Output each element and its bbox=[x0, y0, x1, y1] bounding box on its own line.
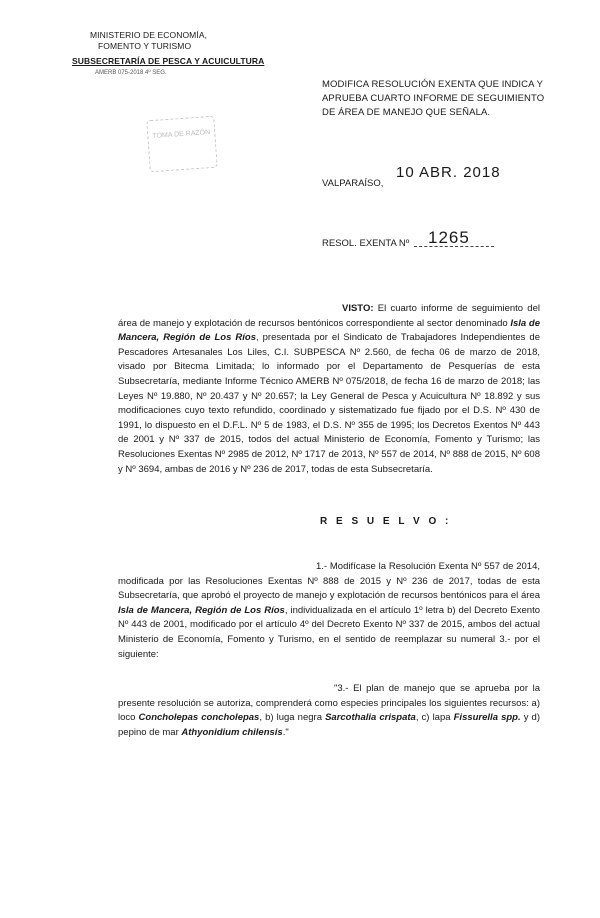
file-reference: AMERB 075-2018 4º SEG. bbox=[95, 70, 167, 76]
article-1-text-1: 1.- Modifícase la Resolución Exenta Nº 557 de 2014, modificada por las Resoluciones Exentas Nº 888 de 2015 y Nº 236 de 2017, todas de esta Subsecretaría, que aprobó el proyecto de manejo y explotación de recursos bentónicos para el área bbox=[118, 561, 540, 602]
species-luga-negra: Sarcothalia crispata bbox=[325, 712, 416, 724]
resolution-label: RESOL. EXENTA Nº bbox=[322, 238, 410, 249]
quote-text-4: y d) pepino de mar bbox=[118, 712, 540, 738]
subject-block bbox=[322, 78, 552, 120]
quote-text-2: , b) luga negra bbox=[259, 712, 326, 724]
reception-stamp bbox=[146, 116, 217, 173]
subject-line-2: APRUEBA CUARTO INFORME DE SEGUIMIENTO bbox=[322, 93, 545, 104]
visto-text-2: , presentada por el Sindicato de Trabajadores Independientes de Pescadores Artesanales Los Liles, C.I. SUBPESCA Nº 2.560, de fecha 06 de marzo de 2018, visado por Bitecma Limitada; lo informado por el Departamento de Pesquerías de esta Subsecretaría, mediante Informe Técnico AMERB Nº 075/2018, de fecha 16 de marzo de 2018; las Leyes Nº 19.880, Nº 20.437 y Nº 20.657; la Ley General de Pesca y Acuicultura Nº 18.892 y sus modificaciones cuyo texto refundido, coordinado y sistematizado fue fijado por el D.S. Nº 430 de 1991, lo dispuesto en el D.F.L. Nº 5 de 1983, el D.S. Nº 355 de 1995; los Decretos Exentos Nº 443 de 2001 y Nº 337 de 2015, todos del actual Ministerio de Economía, Fomento y Turismo; las Resoluciones Exentas Nº 2985 de 2012, Nº 1717 de 2013, Nº 557 de 2014, Nº 888 de 2015, Nº 608 y Nº 3694, ambas de 2016 y Nº 236 de 2017, todas de esta Subsecretaría. bbox=[118, 332, 540, 475]
quote-text-5: ." bbox=[282, 726, 289, 738]
resolution-number: 1265 bbox=[428, 228, 470, 247]
ministry-name: MINISTERIO DE ECONOMÍA, bbox=[90, 30, 208, 40]
species-pepino-de-mar: Athyonidium chilensis bbox=[181, 726, 283, 738]
resolution-date: 10 ABR. 2018 bbox=[396, 164, 501, 181]
numeral-3-quote bbox=[118, 682, 540, 740]
place-label: VALPARAÍSO, bbox=[322, 178, 384, 189]
visto-area: Isla de Mancera, Región de Los Ríos bbox=[118, 317, 540, 344]
resolution-number-underline bbox=[414, 246, 494, 247]
article-1-paragraph bbox=[118, 560, 540, 662]
resuelvo-heading: R E S U E L V O : bbox=[320, 516, 452, 527]
article-1-text-2: , individualizada en el artículo 1º letra b) del Decreto Exento Nº 443 de 2001, modificado por el artículo 4º del Decreto Exento Nº 337 de 2015, ambos del actual Ministerio de Economía, Fomento y Turismo, en el sentido de reemplazar su numeral 3.- por el siguiente: bbox=[118, 604, 541, 660]
visto-text-1: El cuarto informe de seguimiento del área de manejo y explotación de recursos bentónicos correspondiente al sector denominado bbox=[118, 303, 540, 329]
ministry-subtitle: FOMENTO Y TURISMO bbox=[98, 41, 192, 51]
species-lapa: Fissurella spp. bbox=[453, 712, 521, 724]
undersecretary-name: SUBSECRETARÍA DE PESCA Y ACUICULTURA bbox=[72, 56, 265, 66]
visto-paragraph bbox=[118, 302, 540, 477]
subject-line-3: DE ÁREA DE MANEJO QUE SEÑALA. bbox=[322, 107, 491, 118]
quote-text-3: , c) lapa bbox=[415, 712, 454, 724]
visto-title: VISTO: bbox=[342, 303, 374, 314]
species-loco: Concholepas concholepas bbox=[138, 712, 260, 724]
stamp-text: TOMA DE RAZÓN bbox=[152, 129, 211, 141]
quote-text-1: "3.- El plan de manejo que se aprueba por la presente resolución se autoriza, comprenderá como especies principales los siguientes recursos: a) loco bbox=[118, 683, 540, 724]
article-1-area: Isla de Mancera, Región de Los Ríos bbox=[118, 604, 285, 616]
subject-line-1: MODIFICA RESOLUCIÓN EXENTA QUE INDICA Y bbox=[322, 79, 544, 90]
